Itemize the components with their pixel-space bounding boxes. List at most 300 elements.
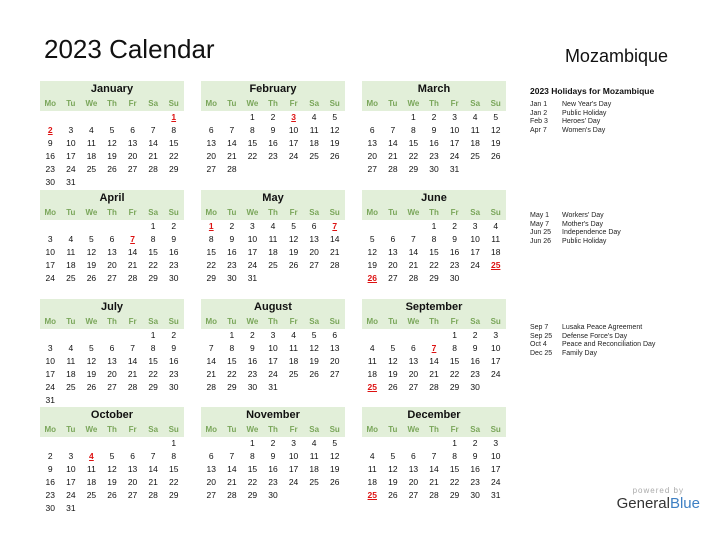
day-cell: 11 — [87, 464, 96, 474]
day-cell: 6 — [130, 451, 135, 461]
day-cell: 23 — [168, 369, 179, 379]
month-october — [40, 407, 184, 515]
weekday-label: Fr — [283, 423, 304, 437]
day-cell: 31 — [490, 490, 501, 500]
holiday-row — [530, 212, 700, 221]
day-cell: 22 — [168, 151, 179, 161]
day-cell: 5 — [109, 125, 115, 135]
day-cell: 2 — [270, 438, 276, 448]
day-cell: 16 — [247, 356, 258, 366]
holiday-date-label: Jun 26 — [530, 237, 552, 245]
day-cell: 27 — [309, 260, 319, 270]
day-cell: 5 — [109, 451, 115, 461]
day-grid — [201, 206, 345, 285]
day-cell: 24 — [66, 164, 76, 174]
day-cell: 16 — [268, 464, 278, 474]
weekday-label: Mo — [40, 206, 61, 220]
day-cell: 21 — [388, 151, 398, 161]
holiday-date: 2 — [47, 125, 53, 135]
holiday-name: Public Holiday — [562, 237, 607, 245]
day-cell: 8 — [150, 343, 156, 353]
day-cell: 16 — [168, 356, 179, 366]
holiday-date: 7 — [431, 343, 437, 353]
day-cell: 8 — [250, 451, 255, 461]
day-cell: 27 — [329, 369, 340, 379]
day-cell: 21 — [206, 369, 217, 379]
month-name: May — [201, 190, 345, 206]
empty-cell — [122, 329, 143, 342]
day-cell: 28 — [127, 273, 138, 283]
day-cell: 18 — [86, 151, 97, 161]
day-cell: 18 — [66, 260, 76, 270]
weekday-label: Mo — [362, 206, 383, 220]
holiday-date: 3 — [291, 112, 296, 122]
day-cell: 1 — [150, 330, 156, 340]
day-cell: 15 — [206, 247, 217, 257]
day-cell: 14 — [127, 247, 138, 257]
day-cell: 6 — [109, 234, 115, 244]
day-cell: 9 — [47, 464, 53, 474]
day-cell: 30 — [45, 177, 56, 187]
empty-cell — [102, 111, 123, 124]
day-cell: 6 — [411, 343, 416, 353]
day-cell: 20 — [206, 151, 217, 161]
day-cell: 6 — [208, 451, 214, 461]
empty-cell — [143, 437, 164, 450]
weekday-label: Mo — [201, 315, 222, 329]
day-cell: 18 — [66, 369, 76, 379]
day-cell: 9 — [171, 234, 177, 244]
day-cell: 19 — [107, 151, 117, 161]
day-cell: 11 — [470, 125, 480, 135]
holiday-date: 7 — [130, 234, 135, 244]
day-cell: 23 — [168, 260, 179, 270]
weekday-label: Tu — [61, 206, 82, 220]
day-cell: 28 — [206, 382, 217, 392]
weekday-label: Fr — [122, 206, 143, 220]
day-cell: 8 — [250, 125, 255, 135]
weekday-label: We — [242, 97, 263, 111]
day-cell: 11 — [309, 125, 319, 135]
day-cell: 27 — [408, 490, 419, 500]
day-cell: 28 — [329, 260, 340, 270]
day-cell: 17 — [449, 138, 460, 148]
day-cell: 18 — [367, 477, 378, 487]
day-cell: 30 — [429, 164, 439, 174]
day-cell: 20 — [127, 477, 138, 487]
day-cell: 23 — [247, 369, 258, 379]
day-cell: 13 — [206, 138, 217, 148]
day-cell: 25 — [66, 382, 76, 392]
day-cell: 12 — [86, 247, 97, 257]
empty-cell — [403, 220, 424, 233]
empty-cell — [424, 437, 445, 450]
day-cell: 12 — [388, 356, 398, 366]
day-cell: 3 — [452, 112, 457, 122]
day-cell: 5 — [332, 438, 338, 448]
day-cell: 17 — [288, 138, 299, 148]
day-cell: 10 — [247, 234, 258, 244]
day-cell: 14 — [227, 464, 237, 474]
month-name: July — [40, 299, 184, 315]
day-cell: 20 — [367, 151, 378, 161]
day-cell: 20 — [408, 369, 419, 379]
holiday-name: Independence Day — [562, 229, 621, 237]
day-cell: 14 — [408, 247, 419, 257]
month-name: November — [201, 407, 345, 423]
day-cell: 9 — [270, 451, 276, 461]
day-cell: 7 — [431, 451, 437, 461]
weekday-label: Tu — [61, 423, 82, 437]
month-name: January — [40, 81, 184, 97]
day-cell: 26 — [309, 369, 319, 379]
day-cell: 8 — [229, 343, 235, 353]
weekday-label: Sa — [143, 423, 164, 437]
day-cell: 31 — [247, 273, 258, 283]
day-cell: 4 — [291, 330, 296, 340]
day-cell: 22 — [449, 477, 460, 487]
day-cell: 21 — [127, 369, 138, 379]
day-cell: 13 — [408, 464, 419, 474]
day-cell: 18 — [288, 356, 299, 366]
weekday-label: Sa — [465, 315, 486, 329]
day-cell: 4 — [369, 451, 375, 461]
weekday-label: Su — [324, 423, 345, 437]
empty-cell — [362, 329, 383, 342]
month-december — [362, 407, 506, 502]
weekday-label: Sa — [143, 206, 164, 220]
day-cell: 19 — [86, 260, 97, 270]
day-grid — [201, 315, 345, 394]
holiday-row — [530, 333, 700, 342]
day-cell: 25 — [470, 151, 480, 161]
page-title: 2023 Calendar — [44, 34, 215, 64]
day-cell: 12 — [367, 247, 378, 257]
day-cell: 4 — [369, 343, 375, 353]
weekday-label: Mo — [362, 97, 383, 111]
day-cell: 9 — [229, 234, 235, 244]
day-cell: 27 — [206, 164, 217, 174]
weekday-label: Sa — [304, 206, 325, 220]
day-cell: 16 — [227, 247, 237, 257]
empty-cell — [40, 329, 61, 342]
empty-cell — [222, 437, 243, 450]
day-cell: 11 — [268, 234, 278, 244]
day-cell: 29 — [168, 490, 179, 500]
day-cell: 3 — [250, 221, 255, 231]
holiday-name: Workers' Day — [562, 212, 604, 219]
empty-cell — [201, 111, 222, 124]
empty-cell — [102, 220, 123, 233]
day-cell: 11 — [66, 247, 76, 257]
day-cell: 15 — [247, 464, 258, 474]
month-name: August — [201, 299, 345, 315]
weekday-label: Su — [324, 315, 345, 329]
day-cell: 31 — [66, 503, 76, 513]
day-cell: 20 — [329, 356, 340, 366]
day-cell: 4 — [68, 343, 74, 353]
day-cell: 1 — [150, 221, 156, 231]
holiday-row — [530, 238, 700, 247]
holiday-name: Mother's Day — [562, 220, 604, 228]
day-cell: 9 — [452, 234, 457, 244]
weekday-label: Mo — [362, 315, 383, 329]
empty-cell — [122, 437, 143, 450]
day-cell: 13 — [367, 138, 378, 148]
weekday-label: Fr — [283, 206, 304, 220]
holiday-date: 4 — [89, 451, 94, 461]
holiday-name: Family Day — [562, 349, 598, 357]
weekday-label: Fr — [283, 97, 304, 111]
day-cell: 21 — [227, 151, 237, 161]
weekday-label: Mo — [201, 206, 222, 220]
empty-cell — [403, 437, 424, 450]
weekday-label: We — [242, 206, 263, 220]
day-cell: 22 — [148, 260, 158, 270]
day-cell: 3 — [47, 343, 53, 353]
weekday-label: Fr — [444, 423, 465, 437]
holiday-name: Defense Force's Day — [562, 332, 628, 340]
day-grid — [362, 97, 506, 176]
day-cell: 18 — [367, 369, 378, 379]
day-grid — [362, 315, 506, 394]
day-cell: 13 — [107, 356, 117, 366]
day-cell: 18 — [268, 247, 278, 257]
day-cell: 17 — [66, 477, 76, 487]
day-cell: 27 — [206, 490, 217, 500]
weekday-label: Mo — [40, 97, 61, 111]
weekday-label: We — [403, 206, 424, 220]
day-cell: 16 — [268, 138, 278, 148]
empty-cell — [201, 437, 222, 450]
day-cell: 12 — [309, 343, 319, 353]
month-february — [201, 81, 345, 176]
day-cell: 27 — [367, 164, 378, 174]
holiday-date: 7 — [332, 221, 338, 231]
day-cell: 18 — [470, 138, 480, 148]
day-cell: 21 — [429, 477, 439, 487]
day-cell: 26 — [490, 151, 501, 161]
weekday-label: Tu — [61, 97, 82, 111]
day-cell: 3 — [68, 125, 74, 135]
day-cell: 22 — [429, 260, 439, 270]
day-cell: 10 — [288, 451, 299, 461]
day-cell: 9 — [270, 125, 276, 135]
weekday-label: Tu — [383, 97, 404, 111]
day-cell: 2 — [431, 112, 437, 122]
brand-logo-blue: Blue — [669, 495, 700, 512]
holiday-date-label: May 1 — [530, 212, 550, 219]
day-cell: 8 — [171, 451, 177, 461]
day-cell: 21 — [329, 247, 340, 257]
day-cell: 2 — [452, 221, 457, 231]
day-cell: 17 — [268, 356, 278, 366]
day-cell: 6 — [332, 330, 338, 340]
holiday-row — [530, 350, 700, 359]
day-cell: 28 — [148, 490, 158, 500]
day-cell: 24 — [449, 151, 460, 161]
month-name: February — [201, 81, 345, 97]
holiday-row — [530, 221, 700, 230]
day-cell: 14 — [148, 464, 158, 474]
holiday-list-title: 2023 Holidays for Mozambique — [530, 86, 655, 96]
holiday-date: 1 — [208, 221, 214, 231]
day-grid — [362, 423, 506, 502]
weekday-label: Fr — [444, 97, 465, 111]
day-cell: 13 — [388, 247, 398, 257]
weekday-label: Su — [485, 315, 506, 329]
day-cell: 12 — [107, 138, 117, 148]
weekday-label: Sa — [304, 423, 325, 437]
day-cell: 12 — [388, 464, 398, 474]
day-cell: 29 — [449, 382, 460, 392]
day-cell: 12 — [490, 125, 501, 135]
day-cell: 20 — [206, 477, 217, 487]
weekday-label: We — [242, 423, 263, 437]
day-grid — [201, 423, 345, 502]
weekday-label: Mo — [201, 423, 222, 437]
day-cell: 31 — [45, 395, 56, 405]
holiday-date: 25 — [367, 382, 378, 392]
day-cell: 31 — [449, 164, 460, 174]
day-cell: 16 — [470, 356, 480, 366]
day-cell: 1 — [229, 330, 235, 340]
empty-cell — [383, 329, 404, 342]
weekday-label: Sa — [143, 97, 164, 111]
day-cell: 23 — [45, 490, 56, 500]
day-cell: 16 — [168, 247, 179, 257]
holiday-row — [530, 341, 700, 350]
day-cell: 26 — [86, 273, 97, 283]
day-cell: 21 — [227, 477, 237, 487]
day-cell: 5 — [89, 343, 94, 353]
day-cell: 17 — [45, 260, 56, 270]
holiday-row — [530, 110, 700, 119]
day-cell: 11 — [66, 356, 76, 366]
brand-logo-general: General — [616, 495, 670, 512]
day-cell: 2 — [270, 112, 276, 122]
empty-cell — [81, 329, 102, 342]
day-cell: 8 — [171, 125, 177, 135]
day-cell: 7 — [390, 125, 396, 135]
empty-cell — [61, 111, 82, 124]
day-cell: 23 — [268, 151, 278, 161]
empty-cell — [40, 437, 61, 450]
day-cell: 26 — [107, 490, 117, 500]
day-cell: 28 — [148, 164, 158, 174]
day-cell: 8 — [452, 451, 457, 461]
day-cell: 12 — [107, 464, 117, 474]
day-cell: 28 — [429, 490, 439, 500]
weekday-label: Fr — [122, 315, 143, 329]
month-name: October — [40, 407, 184, 423]
weekday-label: Mo — [40, 315, 61, 329]
weekday-label: Sa — [465, 206, 486, 220]
day-cell: 26 — [388, 382, 398, 392]
weekday-label: Tu — [222, 97, 243, 111]
weekday-label: Fr — [283, 315, 304, 329]
day-cell: 19 — [329, 464, 340, 474]
day-cell: 21 — [127, 260, 138, 270]
day-cell: 5 — [89, 234, 94, 244]
empty-cell — [362, 111, 383, 124]
day-cell: 13 — [408, 356, 419, 366]
weekday-label: We — [81, 423, 102, 437]
day-cell: 18 — [309, 138, 319, 148]
day-cell: 6 — [208, 125, 214, 135]
holiday-row — [530, 101, 700, 110]
day-cell: 4 — [472, 112, 478, 122]
day-cell: 2 — [229, 221, 235, 231]
day-cell: 22 — [206, 260, 217, 270]
holiday-group — [530, 212, 700, 246]
day-cell: 10 — [490, 451, 501, 461]
weekday-label: Th — [424, 423, 445, 437]
day-cell: 20 — [309, 247, 319, 257]
day-cell: 14 — [429, 356, 439, 366]
holiday-name: Lusaka Peace Agreement — [562, 324, 643, 331]
day-cell: 29 — [206, 273, 217, 283]
day-cell: 19 — [388, 369, 398, 379]
holiday-date: 26 — [367, 273, 378, 283]
holiday-date-label: Feb 3 — [530, 118, 548, 126]
weekday-label: Tu — [383, 206, 404, 220]
holiday-row — [530, 127, 700, 136]
holiday-date-label: Oct 4 — [530, 341, 547, 349]
day-cell: 13 — [329, 343, 340, 353]
holiday-date-label: Sep 25 — [530, 332, 553, 340]
holiday-date-label: Jun 25 — [530, 229, 552, 237]
weekday-label: Sa — [465, 97, 486, 111]
day-cell: 22 — [449, 369, 460, 379]
empty-cell — [201, 329, 222, 342]
day-cell: 24 — [66, 490, 76, 500]
month-september — [362, 299, 506, 394]
holiday-date-label: Dec 25 — [530, 349, 553, 357]
weekday-label: Th — [263, 206, 284, 220]
weekday-label: Su — [163, 315, 184, 329]
day-cell: 6 — [311, 221, 317, 231]
day-cell: 25 — [66, 273, 76, 283]
powered-by-text: powered by — [632, 486, 684, 495]
day-cell: 23 — [429, 151, 439, 161]
day-cell: 15 — [227, 356, 237, 366]
empty-cell — [122, 111, 143, 124]
day-cell: 19 — [288, 247, 299, 257]
weekday-label: Su — [324, 97, 345, 111]
month-name: December — [362, 407, 506, 423]
day-cell: 15 — [408, 138, 419, 148]
day-cell: 11 — [87, 138, 96, 148]
weekday-label: Mo — [362, 423, 383, 437]
day-cell: 10 — [45, 247, 56, 257]
empty-cell — [40, 220, 61, 233]
day-cell: 30 — [227, 273, 237, 283]
empty-cell — [81, 220, 102, 233]
day-cell: 1 — [452, 438, 457, 448]
day-cell: 20 — [388, 260, 398, 270]
day-cell: 30 — [449, 273, 460, 283]
day-cell: 5 — [369, 234, 375, 244]
holiday-name: Public Holiday — [562, 109, 607, 117]
day-cell: 24 — [247, 260, 258, 270]
empty-cell — [102, 329, 123, 342]
day-cell: 9 — [171, 343, 177, 353]
day-cell: 22 — [247, 151, 258, 161]
day-cell: 4 — [311, 112, 317, 122]
day-cell: 13 — [127, 138, 138, 148]
day-cell: 3 — [472, 221, 478, 231]
